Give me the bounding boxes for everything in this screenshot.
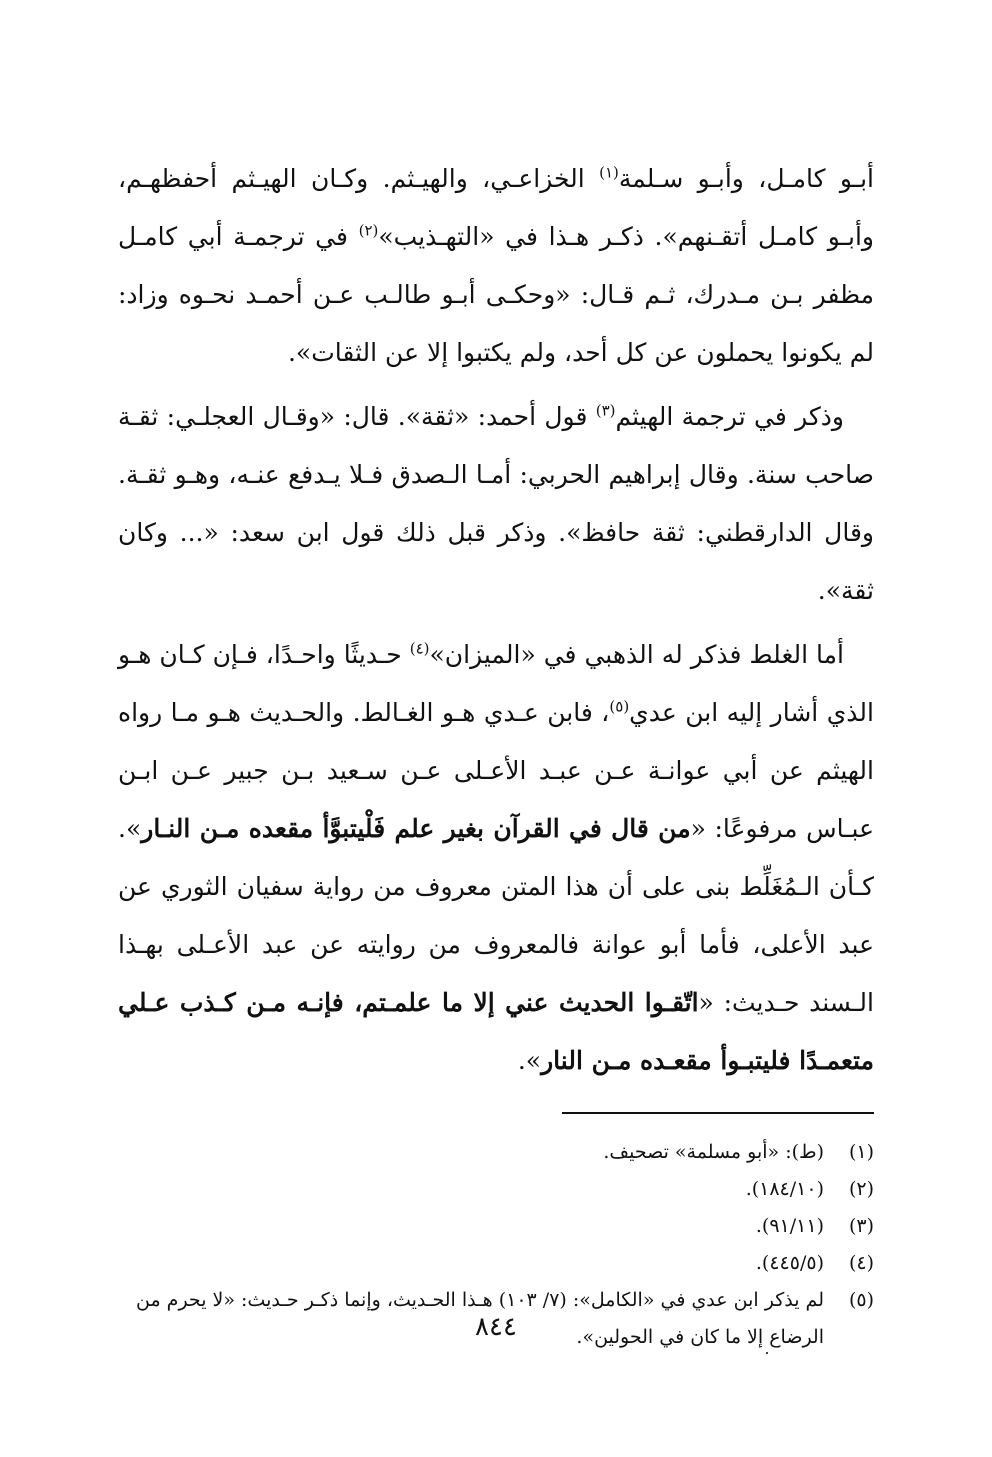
footnote-text: لم يذكر ابن عدي في «الكامل»: (٧/ ١٠٣) هـذا الحـديث، وإنما ذكـر حـديث: «لا يحرم من الرضاع إلا ما كان في الحولين». [136, 1289, 824, 1348]
footnote-text: (٤٤٥/٥). [755, 1252, 824, 1274]
footnote-ref-5: (٥) [609, 697, 630, 716]
footnote-4 [118, 1245, 874, 1282]
footnote-divider [562, 1112, 874, 1114]
p3-text-3: ، فابن عـدي هـو الغـالط. والحـديث هـو مـا رواه الهيثم عن أبي عوانـة عـن عبـد الأعـلى عـن سـعيد بـن جبير عـن ابـن عبـاس مرفوعًا: « [118, 698, 874, 843]
p1-text-2: الخزاعـي، والهيـثم. وكـان الهيـثم أحفظهـم، وأبـو كامـل أتقـنهم». ذكـر هـذا في «التهـذيب» [118, 164, 874, 251]
p1-text-3: في ترجمـة أبي كامـل مظفر بـن مـدرك، ثـم قـال: «وحكـى أبـو طالـب عـن أحمـد نحـوه وزاد: لم يكونوا يحملون عن كل أحد، ولم يكتبوا إلا عن الثقات». [118, 222, 874, 367]
p3-text-1: أما الغلط فذكر له الذهبي في «الميزان» [429, 640, 844, 669]
paragraph-2 [118, 388, 874, 620]
page-number: ٨٤٤ [475, 1312, 517, 1342]
paragraph-3 [118, 626, 874, 1090]
footnote-ref-2: (٢) [358, 221, 379, 240]
footnote-number: (١) [848, 1141, 874, 1163]
footnote-text: (٩١/١١). [755, 1215, 824, 1237]
footnote-3 [118, 1208, 874, 1245]
hadith-quote-1: من قال في القرآن بغير علم فَلْيتبوَّأ مقعده مـن النـار [141, 814, 691, 843]
footnote-text: (ط): «أبو مسلمة» تصحيف. [603, 1141, 824, 1163]
page-content [118, 150, 874, 1356]
footnote-number: (٢) [848, 1178, 874, 1200]
footnote-ref-3: (٣) [595, 401, 616, 420]
p1-text-1: أبـو كامـل، وأبـو سـلمة [618, 164, 874, 193]
footnote-number: (٣) [848, 1215, 874, 1237]
paragraph-1 [118, 150, 874, 382]
p3-text-5: ». [517, 1046, 542, 1075]
footnote-1 [118, 1134, 874, 1171]
footnote-number: (٤) [848, 1252, 874, 1274]
p2-text-1: وذكر في ترجمة الهيثم [615, 402, 845, 431]
footnote-ref-4: (٤) [409, 639, 430, 658]
footnote-text: (١٨٤/١٠). [745, 1178, 824, 1200]
p3-text-4: ». كـأن الـمُغَلِّط بنى على أن هذا المتن معروف من رواية سفيان الثوري عن عبد الأعلى، فأما أبو عوانة فالمعروف من روايته عن عبد الأعـلى بهـذا الـسند حـديث: « [118, 814, 874, 1017]
footnote-2 [118, 1171, 874, 1208]
scan-speck [766, 1352, 768, 1354]
p2-text-2: قول أحمد: «ثقة». قال: «وقـال العجلـي: ثقـة صاحب سنة. وقال إبراهيم الحربي: أمـا الـصدق فـلا يـدفع عنـه، وهـو ثقـة. وقال الدارقطني: ثقة حافظ». وذكر قبل ذلك قول ابن سعد: «... وكان ثقة». [118, 402, 874, 605]
p3-text-2: حـديثًا واحـدًا، فـإن كـان هـو الذي أشار إليه ابن عدي [118, 640, 874, 727]
footnote-number: (٥) [848, 1289, 874, 1311]
footnote-ref-1: (١) [599, 163, 619, 182]
hadith-quote-2: اتّقـوا الحديث عني إلا ما علمـتم، فإنـه مـن كـذب عـلي متعمـدًا فليتبـوأ مقعـده مـن النار [118, 988, 874, 1075]
